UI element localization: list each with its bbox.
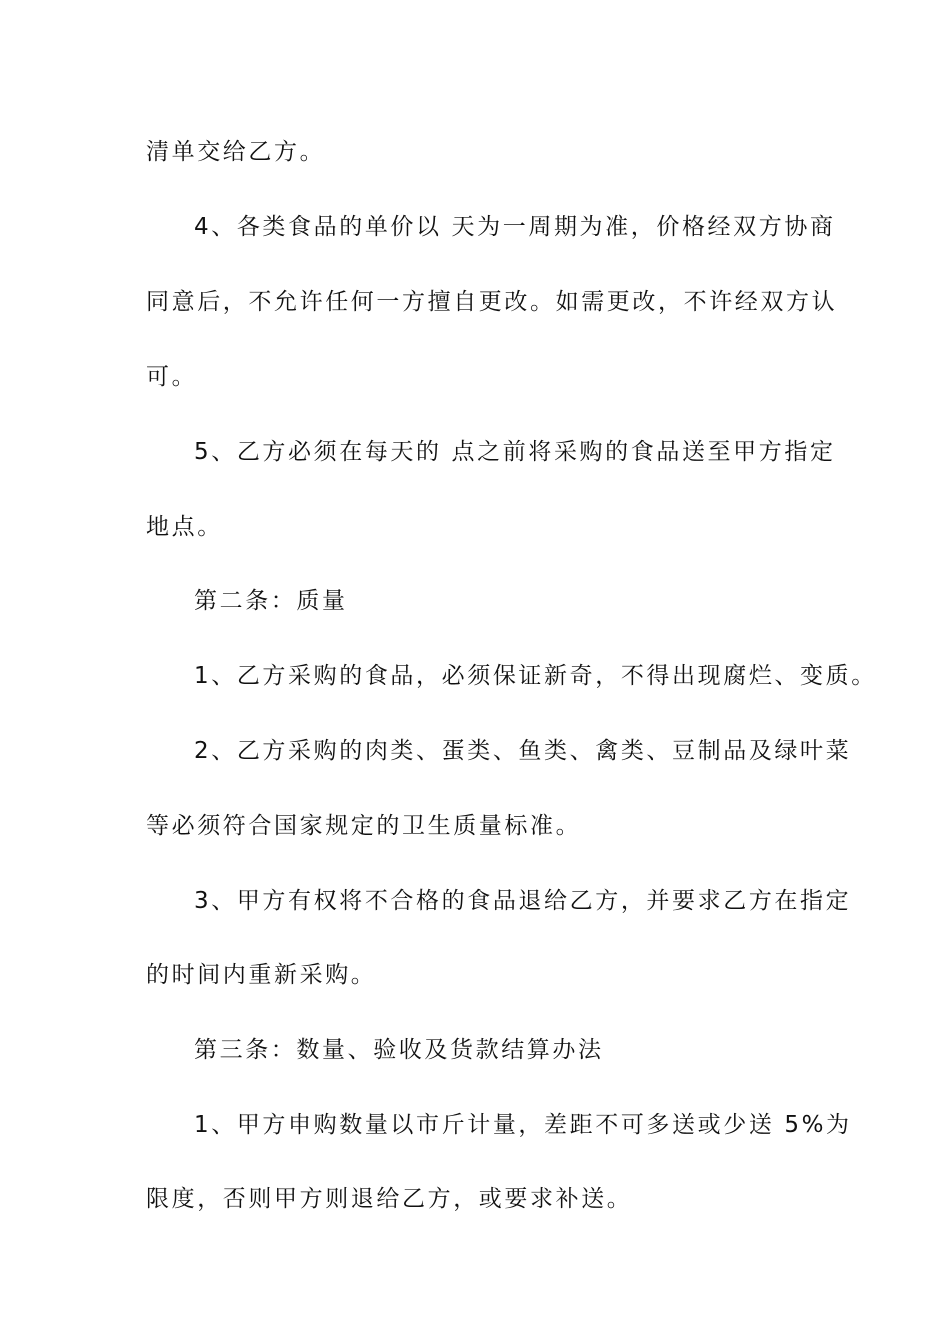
paragraph-line: 等必须符合国家规定的卫生质量标准。 [146, 813, 582, 839]
paragraph-line: 1、乙方采购的食品，必须保证新奇，不得出现腐烂、变质。 [194, 663, 877, 689]
paragraph-line: 1、甲方申购数量以市斤计量，差距不可多送或少送 5%为 [194, 1112, 852, 1138]
paragraph-line: 地点。 [146, 514, 223, 540]
paragraph-line: 2、乙方采购的肉类、蛋类、鱼类、禽类、豆制品及绿叶菜 [194, 738, 852, 764]
paragraph-line: 4、各类食品的单价以 天为一周期为准，价格经双方协商 [194, 214, 836, 240]
paragraph-line: 同意后，不允许任何一方擅自更改。如需更改，不许经双方认 [146, 289, 838, 315]
section-heading: 第三条：数量、验收及货款结算办法 [194, 1037, 604, 1063]
paragraph-line: 可。 [146, 364, 198, 390]
paragraph-line: 限度，否则甲方则退给乙方，或要求补送。 [146, 1186, 633, 1212]
paragraph-line: 3、甲方有权将不合格的食品退给乙方，并要求乙方在指定 [194, 888, 852, 914]
paragraph-line: 的时间内重新采购。 [146, 962, 377, 988]
paragraph-line: 清单交给乙方。 [146, 139, 326, 165]
section-heading: 第二条：质量 [194, 588, 348, 614]
paragraph-line: 5、乙方必须在每天的 点之前将采购的食品送至甲方指定 [194, 439, 836, 465]
